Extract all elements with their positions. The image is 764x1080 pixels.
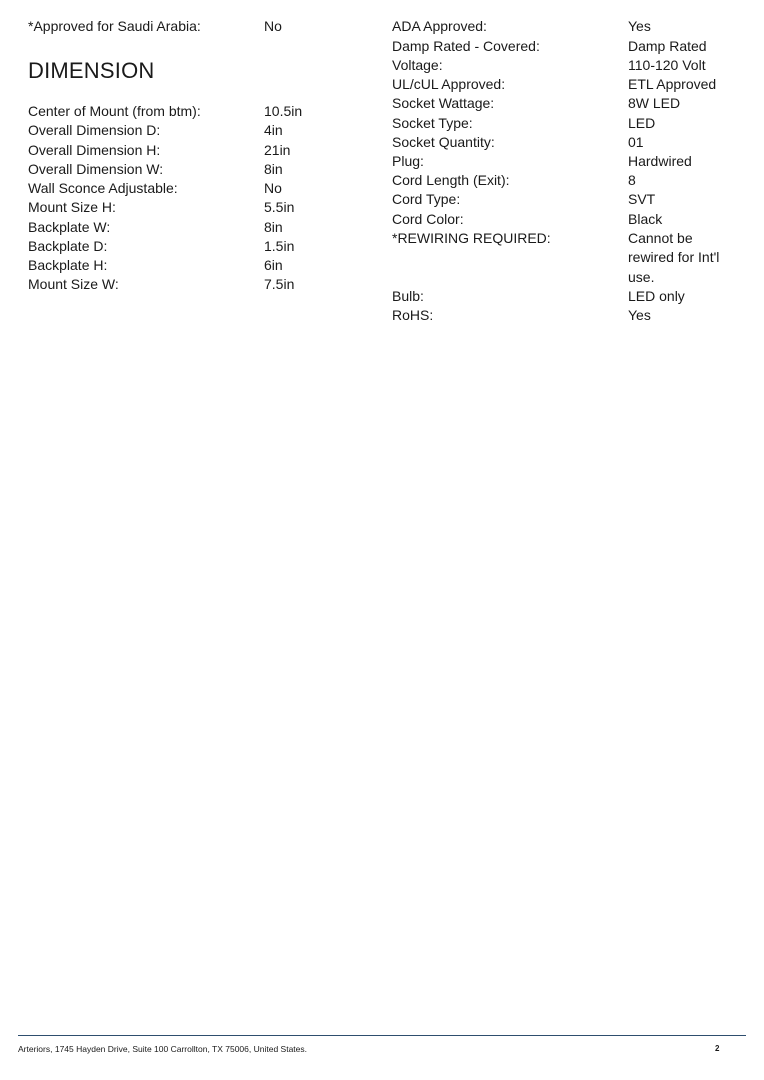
spec-label: Cord Color: [392, 211, 464, 227]
spec-label: Voltage: [392, 57, 443, 73]
spec-label: Cord Type: [392, 191, 461, 207]
spec-value: 01 [628, 134, 644, 150]
spec-value: 8W LED [628, 95, 681, 111]
spec-label: Plug: [392, 153, 424, 169]
dimension-heading: DIMENSION [28, 58, 155, 83]
dimension-value: 10.5in [264, 103, 303, 119]
spec-label: UL/cUL Approved: [392, 76, 506, 92]
spec-label: Socket Quantity: [392, 134, 495, 150]
dimension-label: Backplate W: [28, 219, 111, 235]
footer-divider [18, 1035, 746, 1036]
dimension-label: Overall Dimension H: [28, 142, 161, 158]
dimension-label: Backplate H: [28, 257, 108, 273]
spec-value: ETL Approved [628, 76, 717, 92]
dimension-value: 5.5in [264, 199, 295, 215]
spec-label: RoHS: [392, 307, 434, 323]
dimension-value: 8in [264, 161, 283, 177]
dimension-value: 6in [264, 257, 283, 273]
dimension-label: Backplate D: [28, 238, 108, 254]
saudi-approval-value: No [264, 18, 282, 34]
dimension-label: Mount Size W: [28, 276, 119, 292]
spec-value: LED [628, 115, 656, 131]
dimension-value: 7.5in [264, 276, 295, 292]
footer-address: Arteriors, 1745 Hayden Drive, Suite 100 Carrollton, TX 75006, United States. [18, 1044, 307, 1054]
spec-value: Yes [628, 18, 651, 34]
spec-value: Yes [628, 307, 651, 323]
spec-label: Cord Length (Exit): [392, 172, 510, 188]
dimension-value: 21in [264, 142, 291, 158]
spec-label: Bulb: [392, 288, 424, 304]
spec-value: Damp Rated [628, 38, 707, 54]
dimension-value: 4in [264, 122, 283, 138]
spec-label: ADA Approved: [392, 18, 487, 34]
spec-label: Damp Rated - Covered: [392, 38, 540, 54]
dimension-value: 8in [264, 219, 283, 235]
dimension-label: Overall Dimension W: [28, 161, 164, 177]
dimension-value: 1.5in [264, 238, 295, 254]
dimension-label: Center of Mount (from btm): [28, 103, 201, 119]
dimension-value: No [264, 180, 282, 196]
dimension-label: Mount Size H: [28, 199, 116, 215]
spec-label: *REWIRING REQUIRED: [392, 230, 551, 246]
spec-value: Cannot be rewired for Int'l use. [628, 230, 720, 285]
spec-row-rewiring [392, 229, 752, 287]
saudi-approval-label: *Approved for Saudi Arabia: [28, 18, 201, 34]
spec-value: SVT [628, 191, 656, 207]
spec-value: Hardwired [628, 153, 692, 169]
spec-value: 110-120 Volt [628, 57, 706, 73]
spec-value: LED only [628, 288, 685, 304]
spec-label: Socket Type: [392, 115, 473, 131]
spec-value: 8 [628, 172, 636, 188]
dimension-label: Wall Sconce Adjustable: [28, 180, 178, 196]
spec-value: Black [628, 211, 663, 227]
dimension-label: Overall Dimension D: [28, 122, 161, 138]
page-number: 2 [715, 1044, 720, 1053]
spec-label: Socket Wattage: [392, 95, 495, 111]
